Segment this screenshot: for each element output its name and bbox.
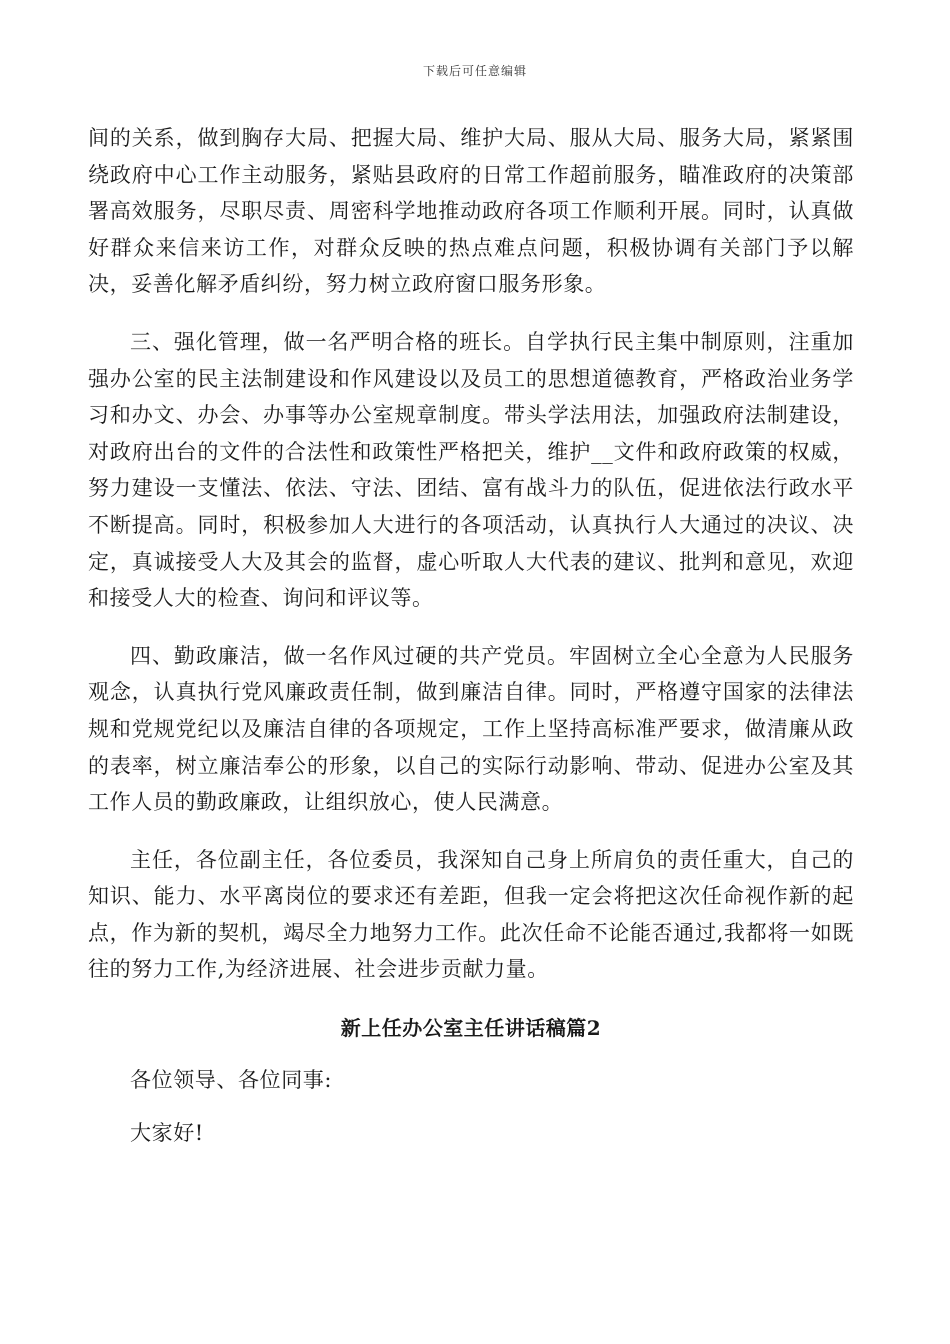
section-title: 新上任办公室主任讲话稿篇2 xyxy=(340,1016,602,1041)
paragraph-2: 三、强化管理，做一名严明合格的班长。自学执行民主集中制原则，注重加强办公室的民主法制建设和作风建设以及员工的思想道德教育，严格政治业务学习和办文、办会、办事等办公室规章制度。带头学法用法，加强政府法制建设，对政府出台的文件的合法性和政策性严格把关，维护__文件和政府政策的权威，努力建设一支懂法、依法、守法、团结、富有战斗力的队伍，促进依法行政水平不断提高。同时，积极参加人大进行的各项活动，认真执行人大通过的决议、决定，真诚接受人大及其会的监督，虚心听取人大代表的建议、批判和意见，欢迎和接受人大的检查、询问和评议等。 xyxy=(88,329,854,611)
salutation: 大家好! xyxy=(130,1120,204,1145)
greeting: 各位领导、各位同事: xyxy=(130,1068,333,1093)
paragraph-1: 间的关系，做到胸存大局、把握大局、维护大局、服从大局、服务大局，紧紧围绕政府中心工作主动服务，紧贴县政府的日常工作超前服务，瞄准政府的决策部署高效服务，尽职尽责、周密科学地推动政府各项工作顺利开展。同时，认真做好群众来信来访工作，对群众反映的热点难点问题，积极协调有关部门予以解决，妥善化解矛盾纠纷，努力树立政府窗口服务形象。 xyxy=(88,126,854,297)
page-header-note: 下载后可任意编辑 xyxy=(422,64,527,78)
paragraph-4: 主任，各位副主任，各位委员，我深知自己身上所肩负的责任重大，自己的知识、能力、水平离岗位的要求还有差距，但我一定会将把这次任命视作新的起点，作为新的契机，竭尽全力地努力工作。此次任命不论能否通过,我都将一如既往的努力工作,为经济进展、社会进步贡献力量。 xyxy=(88,847,854,982)
document-body xyxy=(88,120,854,1151)
paragraph-3: 四、勤政廉洁，做一名作风过硬的共产党员。牢固树立全心全意为人民服务观念，认真执行党风廉政责任制，做到廉洁自律。同时，严格遵守国家的法律法规和党规党纪以及廉洁自律的各项规定，工作上坚持高标准严要求，做清廉从政的表率，树立廉洁奉公的形象，以自己的实际行动影响、带动、促进办公室及其工作人员的勤政廉政，让组织放心，使人民满意。 xyxy=(88,643,854,815)
